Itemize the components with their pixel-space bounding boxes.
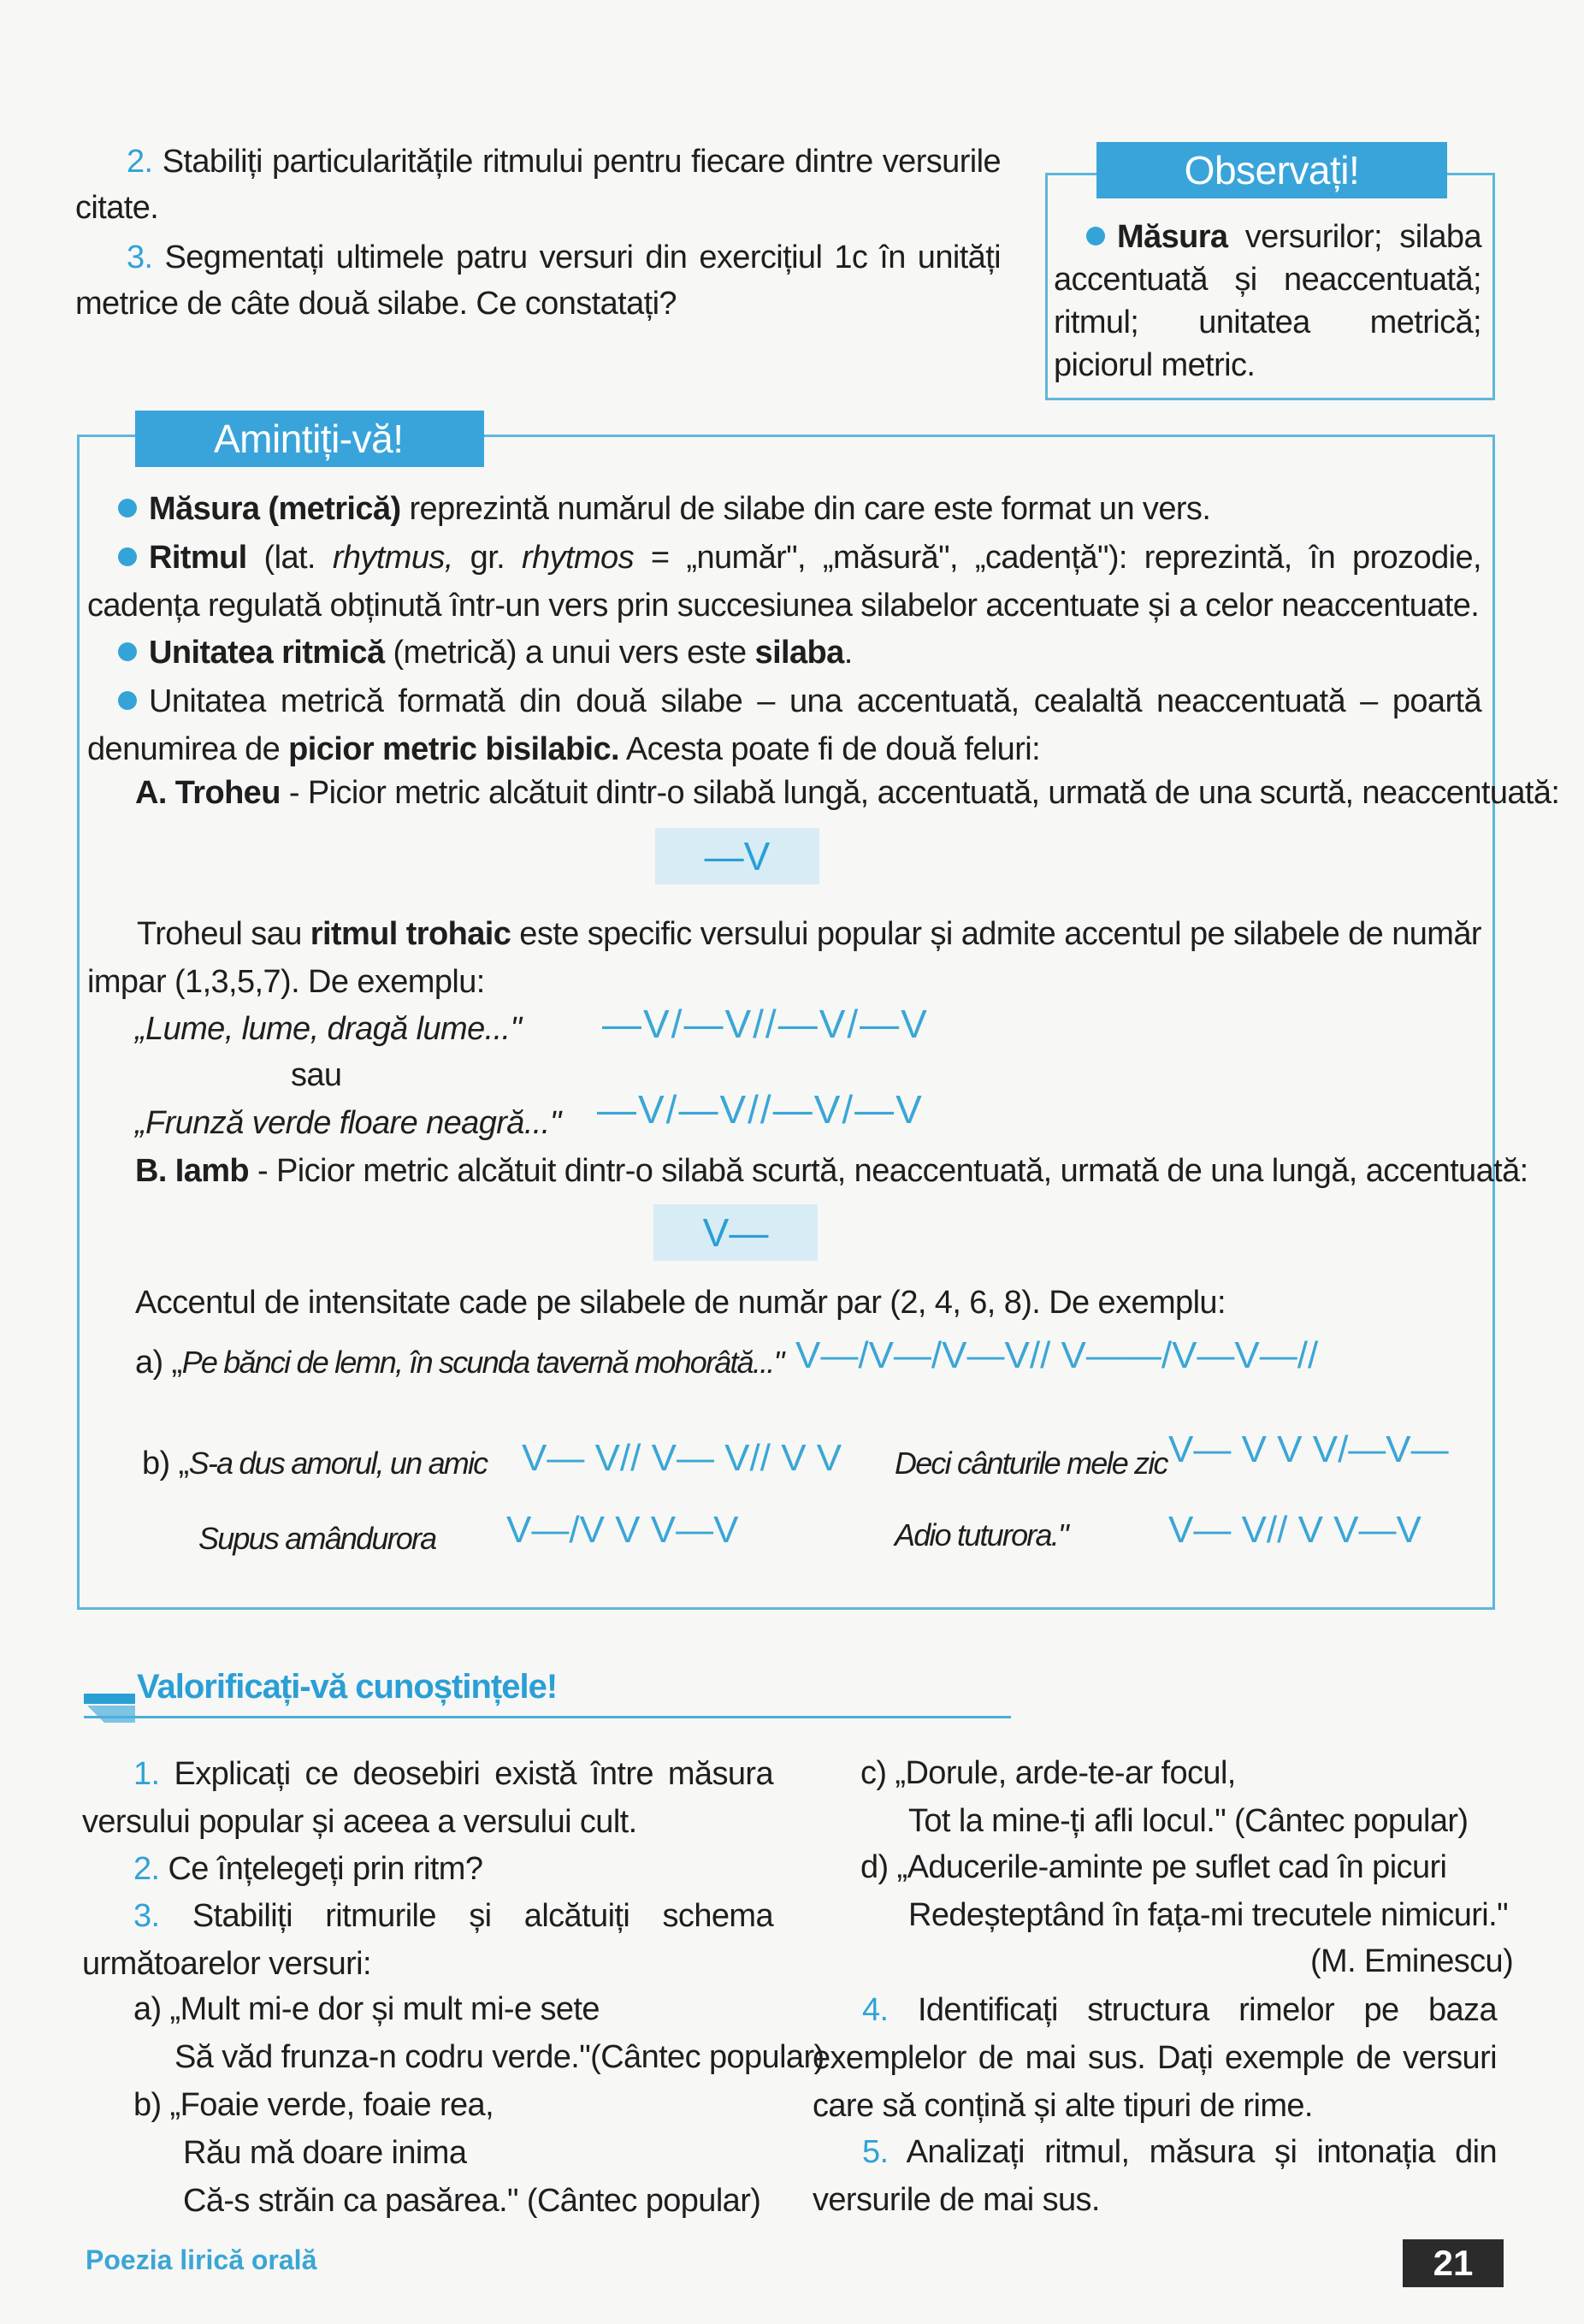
exercise-3 [82, 1892, 773, 1988]
example-b-line-1 [142, 1440, 487, 1487]
example-b1-scheme: V— V// V— V// V V [522, 1437, 842, 1479]
verse-d-author: (M. Eminescu) [1310, 1943, 1514, 1979]
question-number: 2. [127, 144, 153, 180]
observati-bold: Măsura [1117, 219, 1228, 255]
exercise-number: 3. [133, 1898, 160, 1934]
verse-a-2: Să văd frunza-n codru verde."(Cântec popular) [174, 2039, 825, 2075]
accent-text: Accentul de intensitate cade pe silabele de număr par (2, 4, 6, 8). De exemplu: [135, 1285, 1226, 1321]
exercise-number: 5. [862, 2134, 889, 2170]
text: (metrică) a unui vers este [393, 635, 747, 671]
verse-2-scheme: —V/—V//—V/—V [597, 1087, 924, 1132]
observati-text [1054, 216, 1481, 387]
amintiti-p3 [87, 630, 1481, 676]
verse-b-2: Rău mă doare inima [183, 2135, 467, 2171]
verse-1-scheme: —V/—V//—V/—V [602, 1002, 929, 1046]
term-picior-metric: picior metric bisilabic. [288, 731, 620, 767]
question-text: Stabiliți particularitățile ritmului pentru fiecare dintre versurile citate. [75, 144, 1001, 226]
term-masura: Măsura (metrică) [149, 491, 401, 527]
term-silaba: silaba [754, 635, 844, 671]
example-label: a) „ [135, 1345, 182, 1381]
exercise-text: Stabiliți ritmurile și alcătuiți schema următoarelor versuri: [82, 1898, 773, 1982]
exercise-text: Analizați ritmul, măsura și intonația din versurile de mai sus. [813, 2134, 1497, 2218]
amintiti-title: Amintiți-vă! [135, 411, 484, 467]
observati-body: versurilor; silaba accentuată și neaccentuată; ritmul; unitatea metrică; piciorul metric. [1054, 219, 1481, 383]
definition: = „număr", „măsură", „cadență"): reprezintă, în prozodie, cadența regulată obținută într-un vers prin succesiunea silabelor accentuate și a celor neaccentuate. [87, 540, 1481, 624]
troheu-definition [135, 770, 1560, 816]
greek-term: rhytmos [522, 540, 634, 576]
example-b-line-2: Deci cânturile mele zic [895, 1446, 1167, 1481]
exercise-text: Ce înțelegeți prin ritm? [168, 1851, 483, 1887]
bullet-icon [118, 499, 137, 517]
example-b2-scheme: V— V V V/—V— [1168, 1428, 1449, 1470]
question-number: 3. [127, 239, 153, 275]
troheu-scheme: —V [655, 828, 819, 884]
example-verse: Pe bănci de lemn, în scunda tavernă mohorâtă..." [181, 1345, 783, 1380]
example-b4-scheme: V— V// V V—V [1168, 1509, 1421, 1551]
definition: reprezintă numărul de silabe din care este format un vers. [409, 491, 1211, 527]
bullet-icon [1086, 227, 1105, 245]
bullet-icon [118, 642, 137, 661]
verse-b-3: Că-s străin ca pasărea." (Cântec popular) [183, 2183, 761, 2219]
exercise-number: 1. [133, 1756, 160, 1792]
term-ritmul: Ritmul [149, 540, 247, 576]
example-a-scheme: V—/V—/V—V// V——/V—V—// [795, 1334, 1319, 1376]
example-a [135, 1339, 783, 1386]
text: (lat. [263, 540, 316, 576]
exercise-number: 2. [133, 1851, 160, 1887]
footer-section-name: Poezia lirică orală [86, 2244, 317, 2275]
verse-c-2: Tot la mine-ți afli locul." (Cântec popular) [908, 1803, 1469, 1839]
exercise-number: 4. [862, 1992, 889, 2028]
example-label: b) „ [142, 1446, 189, 1481]
text: . [843, 635, 853, 671]
example-b3-scheme: V—/V V V—V [506, 1509, 739, 1551]
question-text: Segmentați ultimele patru versuri din exercițiul 1c în unități metrice de câte două silabe. Ce constatați? [75, 239, 1001, 322]
example-verse-1: „Lume, lume, dragă lume..." [135, 1011, 522, 1047]
iamb-scheme: V— [653, 1204, 818, 1261]
definition: - Picior metric alcătuit dintr-o silabă lungă, accentuată, urmată de una scurtă, neaccentuată: [288, 775, 1560, 811]
example-b-line-3: Supus amândurora [198, 1521, 436, 1556]
verse-c-1: c) „Dorule, arde-te-ar focul, [860, 1755, 1236, 1791]
question-2 [75, 139, 1001, 231]
example-b-line-4: Adio tuturora." [895, 1517, 1067, 1552]
iamb-definition [135, 1148, 1528, 1194]
latin-term: rhytmus, [332, 540, 453, 576]
term-unitatea-ritmica: Unitatea ritmică [149, 635, 385, 671]
amintiti-p2 [87, 534, 1481, 630]
example-verse: S-a dus amorul, un amic [188, 1446, 488, 1481]
sau-text: sau [291, 1057, 342, 1093]
title-underline [84, 1716, 1011, 1718]
term-iamb: B. Iamb [135, 1153, 250, 1189]
bullet-icon [118, 691, 137, 710]
text: Unitatea metrică formată din două silabe – una accentuată, cealaltă neaccentuată – poartă denumirea de [87, 683, 1481, 767]
amintiti-p4 [87, 677, 1481, 773]
term-ritmul-trohaic: ritmul trohaic [310, 916, 511, 952]
verse-b-1: b) „Foaie verde, foaie rea, [133, 2087, 494, 2123]
trohaic-paragraph [87, 910, 1481, 1006]
page-number: 21 [1403, 2239, 1504, 2287]
exercise-4 [813, 1986, 1497, 2130]
term-troheu: A. Troheu [135, 775, 281, 811]
exercise-5 [813, 2128, 1497, 2224]
verse-a-1: a) „Mult mi-e dor și mult mi-e sete [133, 1991, 600, 2027]
observati-title: Observați! [1096, 142, 1447, 198]
exercise-2 [133, 1846, 482, 1892]
amintiti-p1 [87, 486, 1481, 532]
exercise-text: Identificați structura rimelor pe baza exemplelor de mai sus. Dați exemple de versuri care să conțină și alte tipuri de rime. [813, 1992, 1497, 2124]
valorificati-title: Valorificați-vă cunoștințele! [137, 1668, 558, 1706]
exercise-1 [82, 1750, 773, 1846]
verse-d-2: Redeșteptând în fața-mi trecutele nimicuri." [908, 1897, 1508, 1933]
text: Troheul sau [137, 916, 302, 952]
definition: - Picior metric alcătuit dintr-o silabă scurtă, neaccentuată, urmată de una lungă, accentuată: [257, 1153, 1528, 1189]
question-3 [75, 234, 1001, 327]
example-verse-2: „Frunză verde floare neagră..." [135, 1105, 561, 1141]
bullet-icon [118, 547, 137, 566]
text: Acesta poate fi de două feluri: [625, 731, 1041, 767]
verse-d-1: d) „Aducerile-aminte pe suflet cad în picuri [860, 1849, 1447, 1885]
exercise-text: Explicați ce deosebiri există între măsura versului popular și aceea a versului cult. [82, 1756, 773, 1840]
text: este specific versului popular și admite accentul pe silabele de număr impar (1,3,5,7). De exemplu: [87, 916, 1481, 1000]
text: gr. [470, 540, 505, 576]
